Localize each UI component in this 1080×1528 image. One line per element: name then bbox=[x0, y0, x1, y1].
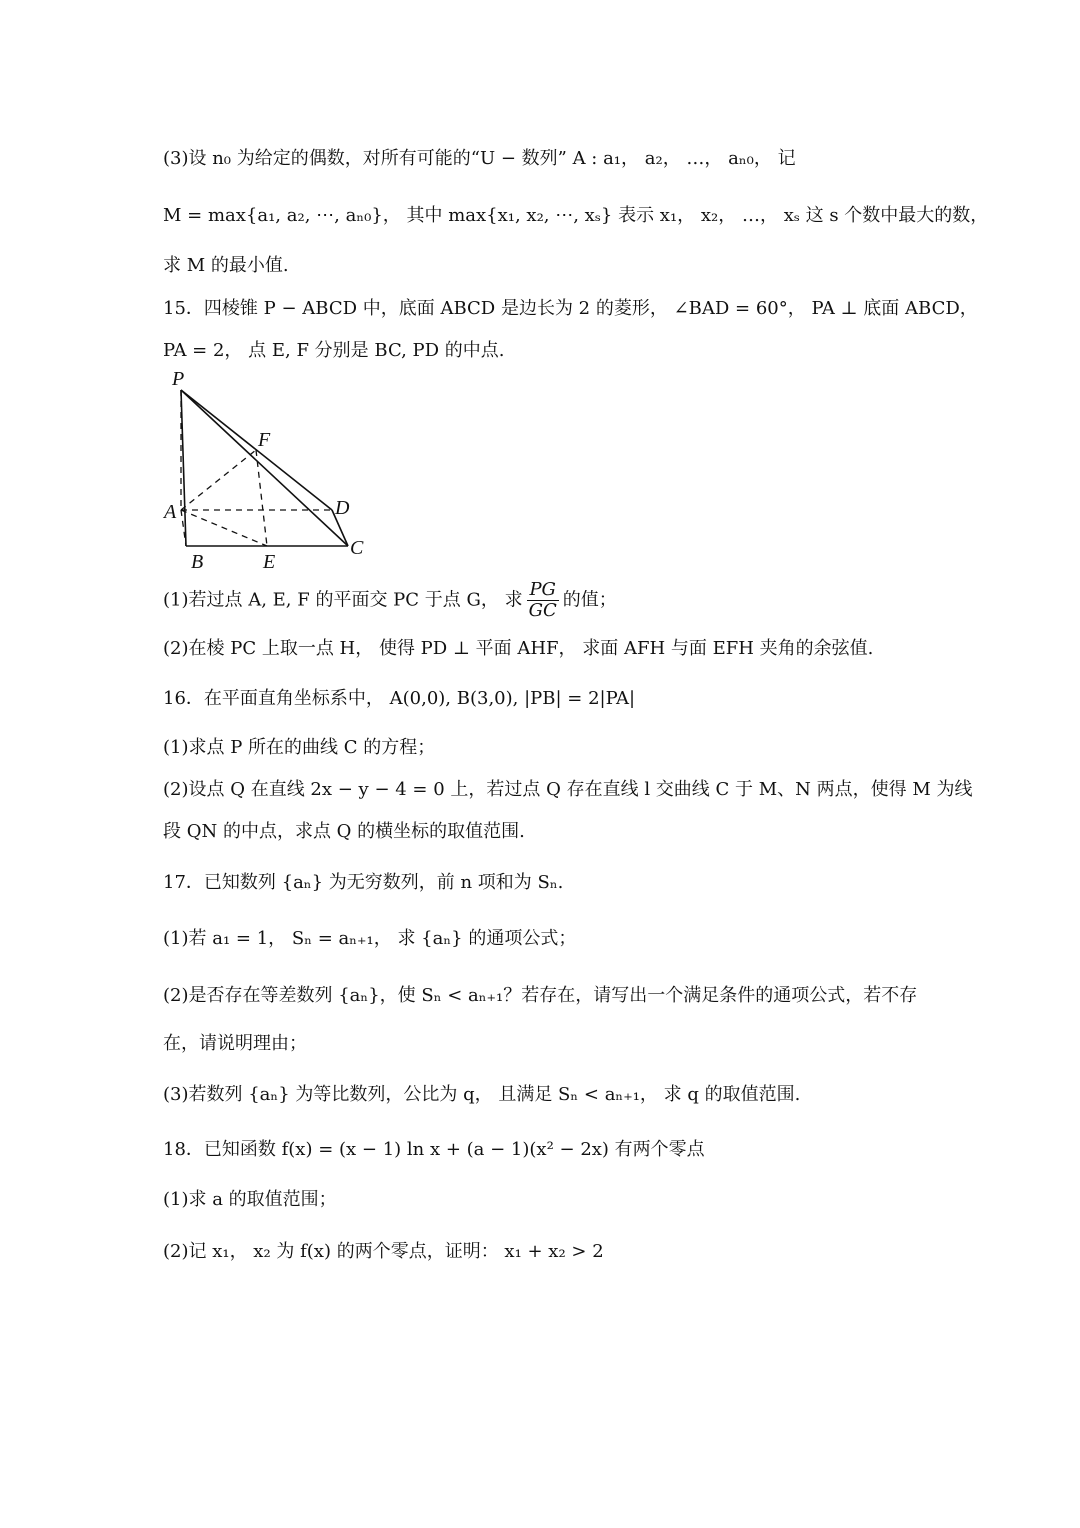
p16-question2-line2: 段 QN 的中点，求点 Q 的横坐标的取值范围. bbox=[163, 821, 525, 842]
p16-question2-line1: (2)设点 Q 在直线 2x − y − 4 = 0 上，若过点 Q 存在直线 l 交曲线 C 于 M、N 两点，使得 M 为线 bbox=[163, 779, 973, 800]
segment-AF bbox=[181, 450, 256, 510]
fraction-numerator: PG bbox=[527, 580, 559, 601]
p17-question2-line1: (2)是否存在等差数列 {aₙ}，使 Sₙ < aₙ₊₁？若存在，请写出一个满足条件的通项公式，若不存 bbox=[163, 985, 918, 1006]
vertex-label-E: E bbox=[263, 551, 276, 573]
p16-question1: (1)求点 P 所在的曲线 C 的方程； bbox=[163, 737, 436, 758]
vertex-label-F: F bbox=[258, 429, 271, 451]
vertex-label-D: D bbox=[335, 497, 350, 519]
p15-stem-line1: 15．四棱锥 P − ABCD 中，底面 ABCD 是边长为 2 的菱形， ∠BAD = 60°， PA ⊥ 底面 ABCD， bbox=[163, 298, 978, 319]
fraction-denominator: GC bbox=[528, 600, 557, 621]
pyramid-figure bbox=[160, 368, 380, 578]
p18-stem: 18．已知函数 f(x) = (x − 1) ln x + (a − 1)(x² − 2x) 有两个零点 bbox=[163, 1139, 705, 1160]
p17-question3: (3)若数列 {aₙ} 为等比数列，公比为 q， 且满足 Sₙ < aₙ₊₁， 求 q 的取值范围. bbox=[163, 1084, 801, 1105]
p15-question2: (2)在棱 PC 上取一点 H， 使得 PD ⊥ 平面 AHF， 求面 AFH 与面 EFH 夹角的余弦值. bbox=[163, 638, 874, 659]
edge-PC bbox=[181, 390, 348, 546]
p14-part3-line1: (3)设 n₀ 为给定的偶数，对所有可能的“U − 数列” A : a₁， a₂， …， aₙ₀， 记 bbox=[163, 148, 796, 169]
p15-stem-line2: PA = 2， 点 E, F 分别是 BC, PD 的中点. bbox=[163, 340, 505, 361]
p17-stem: 17．已知数列 {aₙ} 为无穷数列，前 n 项和为 Sₙ. bbox=[163, 872, 564, 893]
p17-question2-line2: 在，请说明理由； bbox=[163, 1033, 307, 1054]
p17-question1: (1)若 a₁ = 1， Sₙ = aₙ₊₁， 求 {aₙ} 的通项公式； bbox=[163, 928, 577, 949]
p18-question2: (2)记 x₁， x₂ 为 f(x) 的两个零点，证明： x₁ + x₂ > 2 bbox=[163, 1241, 604, 1262]
p14-part3-line3: 求 M 的最小值. bbox=[163, 255, 289, 276]
vertex-label-P: P bbox=[172, 368, 185, 390]
p15-q1-tail: 的值； bbox=[562, 589, 617, 611]
edge-PB bbox=[181, 390, 186, 546]
vertex-label-C: C bbox=[350, 537, 364, 559]
vertex-label-A: A bbox=[164, 501, 177, 523]
p18-question1: (1)求 a 的取值范围； bbox=[163, 1189, 337, 1210]
vertex-label-B: B bbox=[191, 551, 204, 573]
p14-part3-line2: M = max{a₁, a₂, ⋯, aₙ₀}， 其中 max{x₁, x₂, ⋯, xₛ} 表示 x₁， x₂， …， xₛ 这 s 个数中最大的数， bbox=[163, 205, 989, 226]
p15-q1-text: (1)若过点 A, E, F 的平面交 PC 于点 G， 求 bbox=[163, 589, 523, 611]
p16-stem: 16．在平面直角坐标系中， A(0,0), B(3,0), |PB| = 2|PA| bbox=[163, 688, 636, 709]
p15-question1 bbox=[163, 580, 617, 621]
fraction-PG-over-GC bbox=[527, 580, 559, 621]
segment-AE bbox=[181, 510, 267, 546]
